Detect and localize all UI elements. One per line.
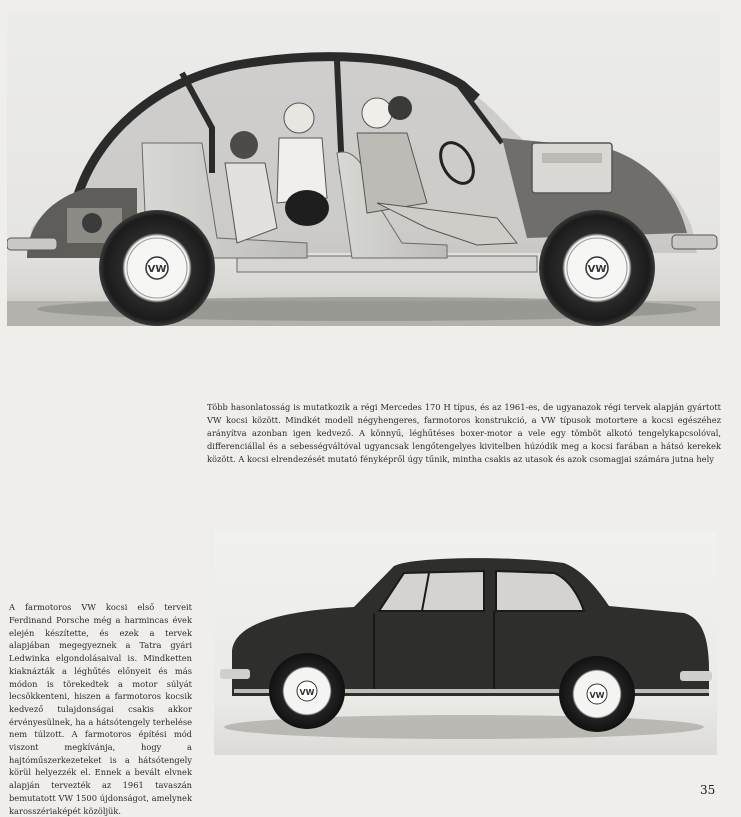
top-photo-caption: Több hasonlatosság is mutatkozik a régi Mercedes 170 H típus, és az 1961-es, de ugyanazok régi tervek alapján gyártott VW kocsi között. Mindkét modell négyhengeres, farmotoros konstrukció, a VW típusok motortere a kocsi egészéhez arányítva azonban igen kedvező. A könnyű, léghűtéses boxer-motor a vele egy tömböt alkotó tengelykapcsolóval, differenciállal és a sebességváltóval ugyancsak lengőtengelyes kivitelben húzódik meg a kocsi farában a hátsó kerekek között. A kocsi elrendezését mutató fényképről úgy tűnik, mintha csakis az utasok és azok csomagjai számára jutna hely bbox=[207, 402, 721, 465]
page-number: 35 bbox=[700, 783, 716, 797]
bottom-rear-hub-badge: VW bbox=[299, 688, 315, 697]
left-column-text: A farmotoros VW kocsi első terveit Ferdinand Porsche még a harmincas évek elején készítette, és ezek a tervek alapjában megegyeznek a Tatra gyári Ledwinka elgondolásaival is. Mindketten kiaknázták a léghűtés előnyeit és más módon is törekedtek a motor súlyát lecsökkenteni, hiszen a farmotoros kocsik kedvező tulajdonságai csakis akkor érvényesülnek, ha a hátsótengely terhelése nem túlzott. A farmotoros építési mód viszont megkívánja, hogy a hajtóműszerkezeteket is a hátsótengely körül helyezzék el. Ennek a bevált elvnek alapján tervezték az 1961 tavaszán bemutatott VW 1500 újdonságot, amelynek karosszériaképét közöljük. bbox=[9, 602, 192, 816]
bottom-front-hub-badge: VW bbox=[589, 691, 605, 700]
vw-1500-profile-photo bbox=[214, 531, 717, 755]
vw-beetle-cutaway-photo bbox=[7, 13, 720, 326]
rear-hub-badge: VW bbox=[147, 264, 167, 275]
front-hub-badge: VW bbox=[587, 264, 607, 275]
